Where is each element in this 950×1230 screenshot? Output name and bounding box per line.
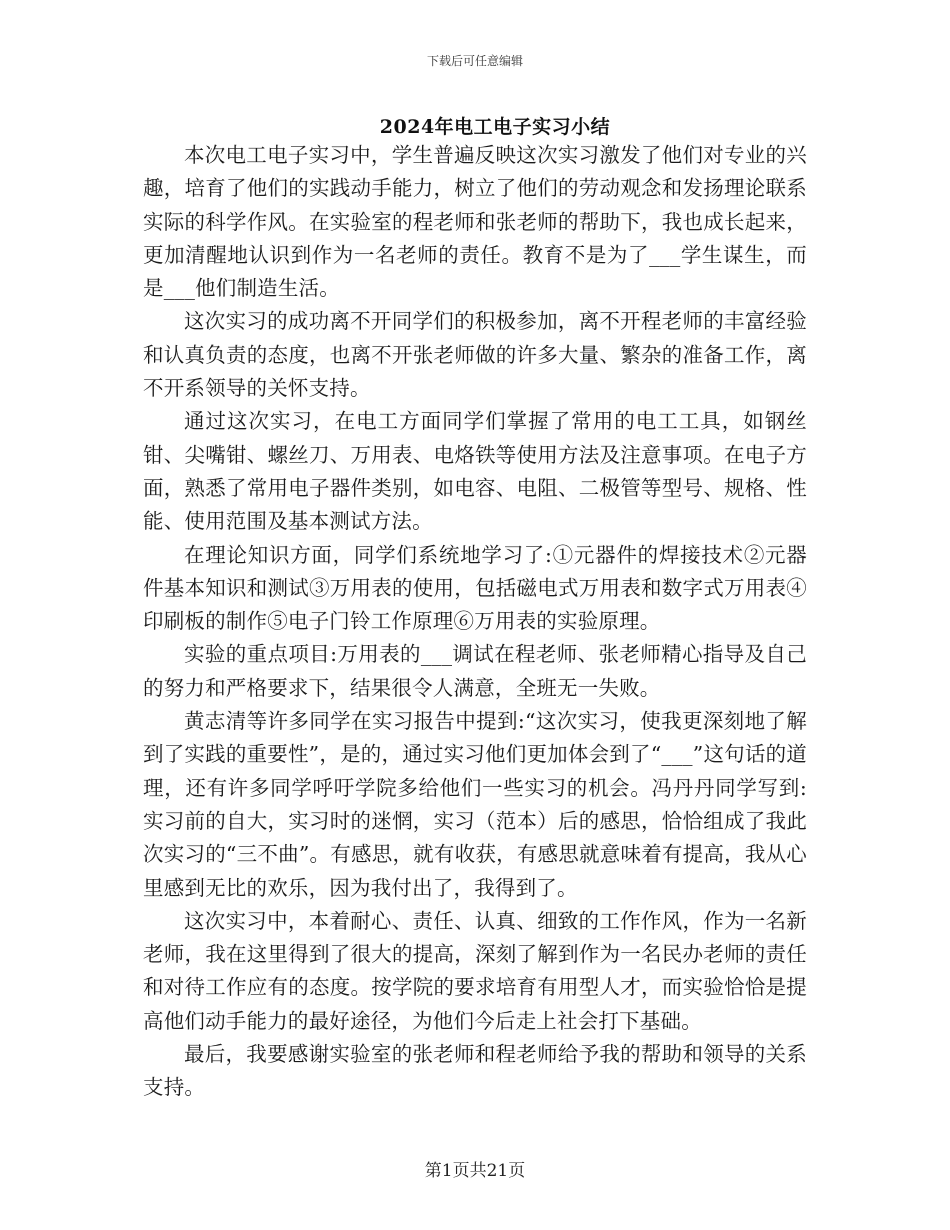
- header-note: 下载后可任意编辑: [426, 54, 523, 68]
- page-number: 第1页共21页: [424, 1161, 526, 1181]
- paragraph: 最后，我要感谢实验室的张老师和程老师给予我的帮助和领导的关系支持。: [143, 1042, 807, 1100]
- paragraph: 黄志清等许多同学在实习报告中提到:“这次实习，使我更深刻地了解到了实践的重要性”，是的，通过实习他们更加体会到了“___”这句话的道理，还有许多同学呼吁学院多给他们一些实习的机会。冯丹丹同学写到:实习前的自大，实习时的迷惘，实习（范本）后的感思，恰恰组成了我此次实习的“三不曲”。有感思，就有收获，有感思就意味着有提高，我从心里感到无比的欢乐，因为我付出了，我得到了。: [143, 709, 807, 900]
- paragraph: 在理论知识方面，同学们系统地学习了:①元器件的焊接技术②元器件基本知识和测试③万用表的使用，包括磁电式万用表和数字式万用表④印刷板的制作⑤电子门铃工作原理⑥万用表的实验原理。: [143, 542, 807, 634]
- document-title: 2024年电工电子实习小结: [379, 116, 611, 138]
- paragraph: 这次实习中，本着耐心、责任、认真、细致的工作作风，作为一名新老师，我在这里得到了很大的提高，深刻了解到作为一名民办老师的责任和对待工作应有的态度。按学院的要求培育有用型人才，而实验恰恰是提高他们动手能力的最好途径，为他们今后走上社会打下基础。: [143, 908, 807, 1033]
- paragraph: 本次电工电子实习中，学生普遍反映这次实习激发了他们对专业的兴趣，培育了他们的实践动手能力，树立了他们的劳动观念和发扬理论联系实际的科学作风。在实验室的程老师和张老师的帮助下，我也成长起来，更加清醒地认识到作为一名老师的责任。教育不是为了___学生谋生，而是___他们制造生活。: [143, 143, 807, 301]
- paragraph: 通过这次实习，在电工方面同学们掌握了常用的电工工具，如钢丝钳、尖嘴钳、螺丝刀、万用表、电烙铁等使用方法及注意事项。在电子方面，熟悉了常用电子器件类别，如电容、电阻、二极管等型号、规格、性能、使用范围及基本测试方法。: [143, 409, 807, 534]
- paragraph: 实验的重点项目:万用表的___调试在程老师、张老师精心指导及自己的努力和严格要求下，结果很令人满意，全班无一失败。: [143, 642, 807, 700]
- paragraph: 这次实习的成功离不开同学们的积极参加，离不开程老师的丰富经验和认真负责的态度，也离不开张老师做的许多大量、繁杂的准备工作，离不开系领导的关怀支持。: [143, 309, 807, 401]
- document-body: [143, 139, 807, 1105]
